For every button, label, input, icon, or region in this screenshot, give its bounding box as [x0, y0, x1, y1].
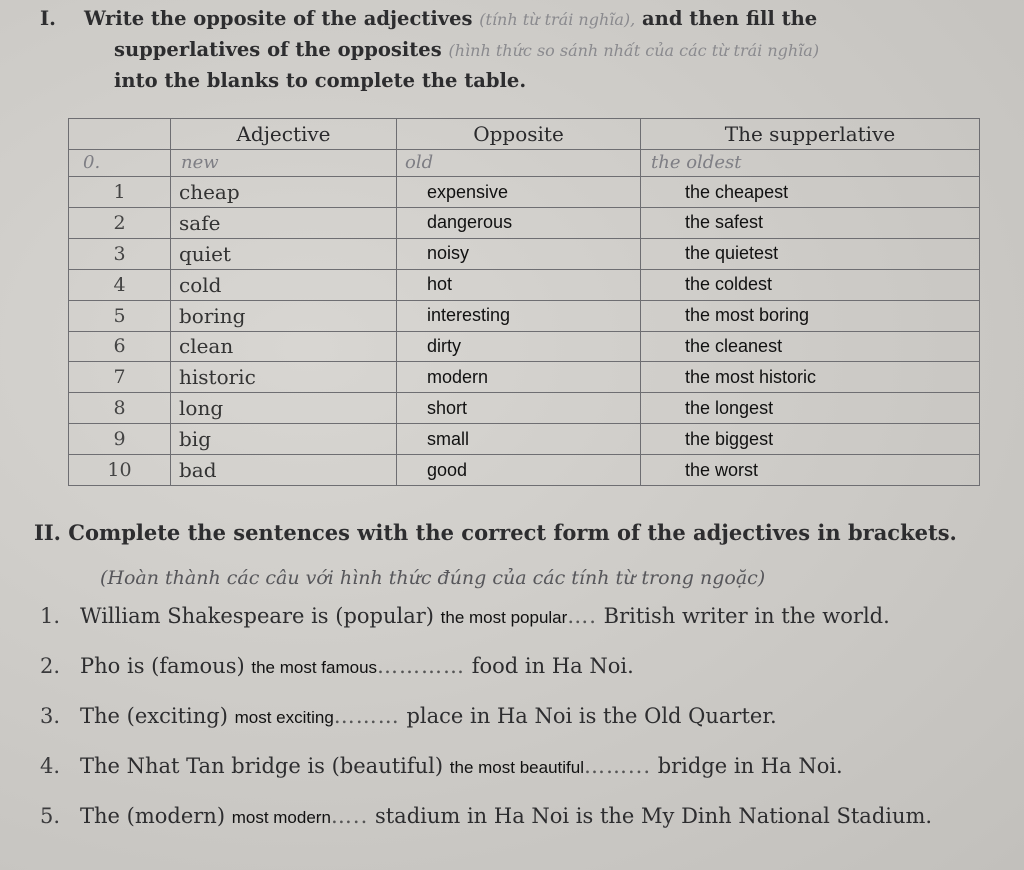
opposite-answer-cell: hot: [397, 269, 641, 300]
sentence-number: 1.: [40, 604, 61, 628]
sentence-prompt: Pho is (famous): [80, 654, 245, 678]
superlative-answer-cell: the biggest: [641, 424, 980, 455]
handwritten-answer: the most beautiful: [449, 758, 584, 777]
superlative-answer-cell: the coldest: [641, 269, 980, 300]
sentence-prompt: The Nhat Tan bridge is (beautiful): [80, 754, 444, 778]
header-superlative: The supperlative: [641, 119, 980, 150]
table-row: [69, 362, 980, 393]
adjective-cell: safe: [171, 207, 397, 238]
superlative-answer-cell: the worst: [641, 455, 980, 486]
opposite-answer-cell: small: [397, 424, 641, 455]
opposite-answer-cell: expensive: [397, 177, 641, 208]
opposite-answer-cell: good: [397, 455, 641, 486]
superlative-answer-cell: the cleanest: [641, 331, 980, 362]
row-number: 10: [69, 455, 171, 486]
superlative-answer-cell: the most boring: [641, 300, 980, 331]
sentence-item: [34, 792, 1014, 842]
header-opposite: Opposite: [397, 119, 641, 150]
adjective-cell: clean: [171, 331, 397, 362]
vietnamese-gloss: (hình thức so sánh nhất của các từ trái nghĩa): [448, 41, 820, 60]
row-number: 5: [69, 300, 171, 331]
instruction-line-2: supperlatives of the opposites (hình thức so sánh nhất của các từ trái nghĩa): [114, 38, 820, 61]
sentence-rest: British writer in the world.: [603, 604, 890, 628]
row-number: 1: [69, 177, 171, 208]
sentence-item: [34, 742, 1014, 792]
sentence-number: 5.: [40, 804, 61, 828]
superlative-answer-cell: the quietest: [641, 238, 980, 269]
opposite-answer-cell: interesting: [397, 300, 641, 331]
exercise-number: I.: [40, 7, 56, 30]
table-row: [69, 331, 980, 362]
blank-dots: …..: [330, 804, 369, 828]
superlative-answer-cell: the safest: [641, 207, 980, 238]
superlative-answer-cell: the most historic: [641, 362, 980, 393]
sentence-number: 2.: [40, 654, 61, 678]
sentence-item: [34, 692, 1014, 742]
adjective-cell: cheap: [171, 177, 397, 208]
header-adjective: Adjective: [171, 119, 397, 150]
sentence-number: 4.: [40, 754, 61, 778]
opposite-answer-cell: modern: [397, 362, 641, 393]
table-row: [69, 177, 980, 208]
opposite-cell: old: [397, 149, 641, 176]
superlative-answer-cell: the longest: [641, 393, 980, 424]
table-row: [69, 455, 980, 486]
adjective-cell: historic: [171, 362, 397, 393]
adjective-cell: big: [171, 424, 397, 455]
sentence-item: [34, 592, 1014, 642]
blank-dots: ………: [333, 704, 400, 728]
table-row: [69, 300, 980, 331]
sentence-prompt: The (exciting): [80, 704, 228, 728]
handwritten-answer: most modern: [231, 808, 331, 827]
sentence-rest: food in Ha Noi.: [471, 654, 634, 678]
sentence-prompt: William Shakespeare is (popular): [80, 604, 434, 628]
table-row: [69, 393, 980, 424]
table-row: [69, 238, 980, 269]
blank-dots: ……...: [583, 754, 652, 778]
adjective-cell: new: [171, 149, 397, 176]
instruction-line-1: I. Write the opposite of the adjectives (tính từ trái nghĩa), and then fill the: [40, 4, 1000, 35]
opposite-answer-cell: short: [397, 393, 641, 424]
instruction-line-3: into the blanks to complete the table.: [114, 69, 527, 92]
sentence-rest: bridge in Ha Noi.: [657, 754, 843, 778]
sentence-rest: stadium in Ha Noi is the My Dinh National Stadium.: [374, 804, 933, 828]
adjective-cell: cold: [171, 269, 397, 300]
table-row: [69, 207, 980, 238]
sentence-prompt: The (modern): [80, 804, 226, 828]
table-row: [69, 424, 980, 455]
adjective-cell: boring: [171, 300, 397, 331]
exercise-1-instructions: [40, 4, 1000, 96]
handwritten-answer: the most popular: [440, 608, 568, 627]
sentence-rest: place in Ha Noi is the Old Quarter.: [406, 704, 777, 728]
row-number: 4: [69, 269, 171, 300]
row-number: 3: [69, 238, 171, 269]
row-number: 6: [69, 331, 171, 362]
row-number: 7: [69, 362, 171, 393]
opposite-answer-cell: dirty: [397, 331, 641, 362]
handwritten-answer: most exciting: [234, 708, 334, 727]
row-number: 2: [69, 207, 171, 238]
row-number: 9: [69, 424, 171, 455]
adjective-table: [68, 118, 980, 486]
exercise-2: [34, 518, 1014, 842]
adjective-cell: quiet: [171, 238, 397, 269]
sentence-number: 3.: [40, 704, 61, 728]
vietnamese-gloss: (tính từ trái nghĩa),: [479, 10, 636, 29]
handwritten-answer: the most famous: [251, 658, 378, 677]
row-number: 8: [69, 393, 171, 424]
vietnamese-subtitle: (Hoàn thành các câu với hình thức đúng của các tính từ trong ngoặc): [100, 567, 766, 589]
table-header-row: [69, 119, 980, 150]
adjective-cell: bad: [171, 455, 397, 486]
blank-dots: …………: [377, 654, 466, 678]
row-number: 0.: [69, 149, 171, 176]
exercise-2-title: II. Complete the sentences with the correct form of the adjectives in brackets.: [34, 520, 957, 545]
opposite-answer-cell: noisy: [397, 238, 641, 269]
opposite-answer-cell: dangerous: [397, 207, 641, 238]
blank-dots: ….: [567, 604, 597, 628]
table-row: [69, 269, 980, 300]
superlative-answer-cell: the cheapest: [641, 177, 980, 208]
adjective-cell: long: [171, 393, 397, 424]
example-row: [69, 149, 980, 176]
header-number: [69, 119, 171, 150]
sentence-item: [34, 642, 1014, 692]
superlative-cell: the oldest: [641, 149, 980, 176]
